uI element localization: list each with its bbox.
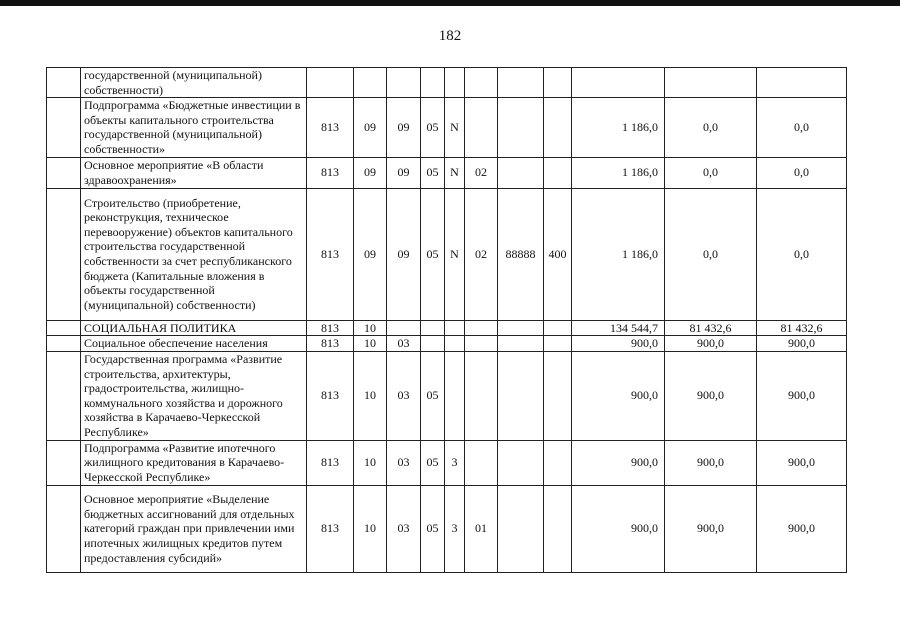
section-cell: 09 xyxy=(354,157,387,188)
expense-type-cell: 400 xyxy=(544,188,572,320)
sum-year2-cell xyxy=(665,68,757,98)
sum-year3-cell: 0,0 xyxy=(757,188,847,320)
sum-year1-cell: 134 544,7 xyxy=(572,320,665,336)
budget-table xyxy=(46,67,847,573)
ved-code-cell: 813 xyxy=(307,485,354,572)
sum-year2-cell: 900,0 xyxy=(665,336,757,352)
ved-code-cell: 813 xyxy=(307,320,354,336)
subsection-cell: 09 xyxy=(387,157,421,188)
top-rule xyxy=(0,0,900,6)
sum-year3-cell: 900,0 xyxy=(757,485,847,572)
subsection-cell: 03 xyxy=(387,485,421,572)
row-number-cell xyxy=(47,320,81,336)
ved-code-cell: 813 xyxy=(307,188,354,320)
sum-year3-cell xyxy=(757,68,847,98)
direction-code-cell xyxy=(498,320,544,336)
activity-code-cell xyxy=(465,98,498,157)
ved-code-cell: 813 xyxy=(307,157,354,188)
section-cell: 10 xyxy=(354,351,387,440)
page-number: 182 xyxy=(438,28,462,44)
row-number-cell xyxy=(47,157,81,188)
sum-year1-cell: 900,0 xyxy=(572,336,665,352)
subprogram-code-cell xyxy=(445,351,465,440)
section-cell: 09 xyxy=(354,188,387,320)
program-code-cell: 05 xyxy=(421,485,445,572)
activity-code-cell xyxy=(465,440,498,485)
activity-code-cell xyxy=(465,320,498,336)
row-number-cell xyxy=(47,440,81,485)
sum-year3-cell: 0,0 xyxy=(757,98,847,157)
direction-code-cell xyxy=(498,440,544,485)
sum-year3-cell: 900,0 xyxy=(757,336,847,352)
program-code-cell: 05 xyxy=(421,157,445,188)
sum-year3-cell: 900,0 xyxy=(757,351,847,440)
budget-table-body xyxy=(47,68,847,573)
expense-type-cell xyxy=(544,98,572,157)
row-number-cell xyxy=(47,98,81,157)
expense-type-cell xyxy=(544,351,572,440)
row-number-cell xyxy=(47,188,81,320)
direction-code-cell xyxy=(498,336,544,352)
expense-type-cell xyxy=(544,157,572,188)
row-number-cell xyxy=(47,351,81,440)
program-code-cell: 05 xyxy=(421,98,445,157)
table-row xyxy=(47,157,847,188)
item-name-cell: СОЦИАЛЬНАЯ ПОЛИТИКА xyxy=(81,320,307,336)
table-row xyxy=(47,336,847,352)
table-row xyxy=(47,98,847,157)
table-row xyxy=(47,320,847,336)
table-row xyxy=(47,440,847,485)
subsection-cell: 03 xyxy=(387,336,421,352)
table-row xyxy=(47,188,847,320)
subprogram-code-cell: N xyxy=(445,157,465,188)
expense-type-cell xyxy=(544,336,572,352)
subprogram-code-cell xyxy=(445,336,465,352)
table-row xyxy=(47,351,847,440)
row-number-cell xyxy=(47,485,81,572)
sum-year1-cell: 1 186,0 xyxy=(572,98,665,157)
sum-year2-cell: 0,0 xyxy=(665,98,757,157)
ved-code-cell: 813 xyxy=(307,351,354,440)
direction-code-cell xyxy=(498,68,544,98)
item-name-cell: Социальное обеспечение населения xyxy=(81,336,307,352)
activity-code-cell: 02 xyxy=(465,157,498,188)
sum-year2-cell: 0,0 xyxy=(665,157,757,188)
sum-year1-cell: 900,0 xyxy=(572,485,665,572)
item-name-cell: Подпрограмма «Развитие ипотечного жилищного кредитования в Карачаево-Черкесской Республике» xyxy=(81,440,307,485)
sum-year2-cell: 0,0 xyxy=(665,188,757,320)
subprogram-code-cell xyxy=(445,68,465,98)
table-row xyxy=(47,485,847,572)
expense-type-cell xyxy=(544,440,572,485)
activity-code-cell xyxy=(465,68,498,98)
sum-year1-cell xyxy=(572,68,665,98)
subprogram-code-cell: 3 xyxy=(445,485,465,572)
program-code-cell xyxy=(421,320,445,336)
program-code-cell xyxy=(421,336,445,352)
ved-code-cell: 813 xyxy=(307,98,354,157)
section-cell: 10 xyxy=(354,440,387,485)
row-number-cell xyxy=(47,68,81,98)
subprogram-code-cell: N xyxy=(445,188,465,320)
section-cell: 10 xyxy=(354,485,387,572)
item-name-cell: Подпрограмма «Бюджетные инвестиции в объекты капитального строительства государственной (муниципальной) собственности» xyxy=(81,98,307,157)
subsection-cell: 03 xyxy=(387,351,421,440)
sum-year2-cell: 900,0 xyxy=(665,440,757,485)
sum-year1-cell: 1 186,0 xyxy=(572,188,665,320)
activity-code-cell xyxy=(465,336,498,352)
subsection-cell xyxy=(387,320,421,336)
section-cell xyxy=(354,68,387,98)
sum-year2-cell: 900,0 xyxy=(665,351,757,440)
sum-year2-cell: 900,0 xyxy=(665,485,757,572)
section-cell: 10 xyxy=(354,320,387,336)
subsection-cell: 09 xyxy=(387,188,421,320)
sum-year3-cell: 900,0 xyxy=(757,440,847,485)
direction-code-cell: 88888 xyxy=(498,188,544,320)
ved-code-cell: 813 xyxy=(307,440,354,485)
item-name-cell: государственной (муниципальной) собственности) xyxy=(81,68,307,98)
direction-code-cell xyxy=(498,98,544,157)
section-cell: 10 xyxy=(354,336,387,352)
activity-code-cell xyxy=(465,351,498,440)
activity-code-cell: 02 xyxy=(465,188,498,320)
subsection-cell: 03 xyxy=(387,440,421,485)
subprogram-code-cell: N xyxy=(445,98,465,157)
sum-year1-cell: 900,0 xyxy=(572,351,665,440)
expense-type-cell xyxy=(544,485,572,572)
subprogram-code-cell xyxy=(445,320,465,336)
expense-type-cell xyxy=(544,320,572,336)
subsection-cell: 09 xyxy=(387,98,421,157)
ved-code-cell: 813 xyxy=(307,336,354,352)
item-name-cell: Основное мероприятие «В области здравоохранения» xyxy=(81,157,307,188)
program-code-cell: 05 xyxy=(421,351,445,440)
sum-year2-cell: 81 432,6 xyxy=(665,320,757,336)
direction-code-cell xyxy=(498,485,544,572)
ved-code-cell xyxy=(307,68,354,98)
row-number-cell xyxy=(47,336,81,352)
sum-year1-cell: 1 186,0 xyxy=(572,157,665,188)
program-code-cell: 05 xyxy=(421,188,445,320)
item-name-cell: Строительство (приобретение, реконструкция, техническое перевооружение) объектов капитального строительства государственной собственности за счет республиканского бюджета (Капитальные вложения в объекты государственной (муниципальной) собственности) xyxy=(81,188,307,320)
table-row xyxy=(47,68,847,98)
subprogram-code-cell: 3 xyxy=(445,440,465,485)
sum-year3-cell: 0,0 xyxy=(757,157,847,188)
direction-code-cell xyxy=(498,157,544,188)
section-cell: 09 xyxy=(354,98,387,157)
sum-year1-cell: 900,0 xyxy=(572,440,665,485)
direction-code-cell xyxy=(498,351,544,440)
program-code-cell: 05 xyxy=(421,440,445,485)
item-name-cell: Основное мероприятие «Выделение бюджетных ассигнований для отдельных категорий граждан при привлечении ими ипотечных жилищных кредитов путем предоставления субсидий» xyxy=(81,485,307,572)
sum-year3-cell: 81 432,6 xyxy=(757,320,847,336)
item-name-cell: Государственная программа «Развитие строительства, архитектуры, градостроительства, жилищно-коммунального хозяйства и дорожного хозяйства в Карачаево-Черкесской Республике» xyxy=(81,351,307,440)
activity-code-cell: 01 xyxy=(465,485,498,572)
subsection-cell xyxy=(387,68,421,98)
expense-type-cell xyxy=(544,68,572,98)
program-code-cell xyxy=(421,68,445,98)
